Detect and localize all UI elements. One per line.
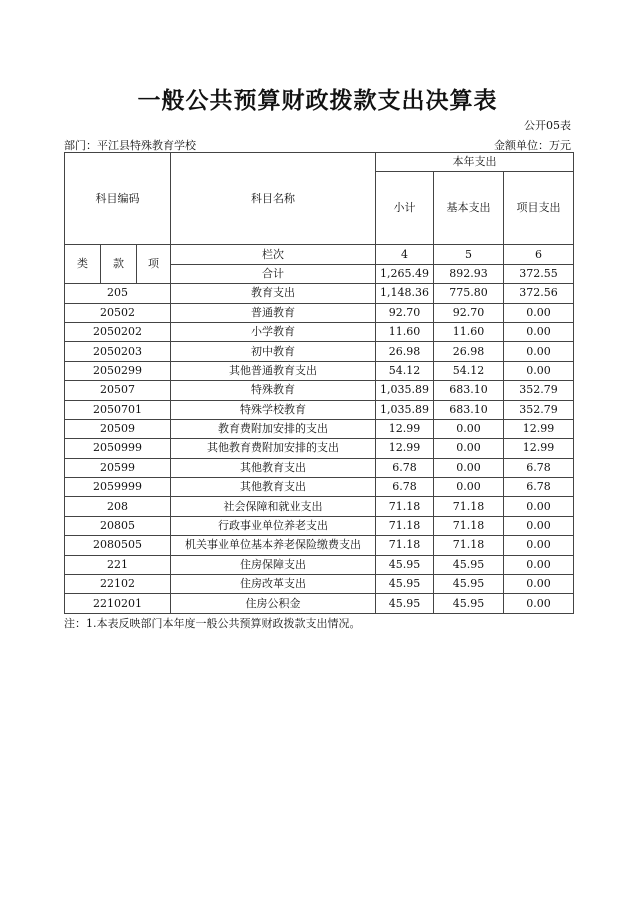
project-cell: 372.56 [504,284,574,303]
subject-code-cell: 2050299 [65,361,171,380]
header-subject-name: 科目名称 [171,153,376,245]
header-basic: 基本支出 [434,172,504,245]
basic-cell: 45.95 [434,575,504,594]
project-cell: 0.00 [504,555,574,574]
header-class: 类 [65,245,101,284]
subject-name-cell: 住房公积金 [171,594,376,613]
subtotal-cell: 6.78 [376,478,434,497]
project-cell: 0.00 [504,594,574,613]
project-cell: 6.78 [504,458,574,477]
total-project: 372.55 [504,264,574,283]
subject-code-cell: 2059999 [65,478,171,497]
subject-code-cell: 205 [65,284,171,303]
footnote: 注：1.本表反映部门本年度一般公共预算财政拨款支出情况。 [64,617,361,630]
basic-cell: 45.95 [434,555,504,574]
basic-cell: 71.18 [434,536,504,555]
basic-cell: 775.80 [434,284,504,303]
table-row [65,497,574,516]
subject-name-cell: 普通教育 [171,303,376,322]
project-cell: 352.79 [504,400,574,419]
project-cell: 0.00 [504,536,574,555]
subject-code-cell: 20502 [65,303,171,322]
project-cell: 0.00 [504,303,574,322]
subject-code-cell: 2210201 [65,594,171,613]
total-label: 合计 [171,264,376,283]
subject-code-cell: 20509 [65,419,171,438]
subject-code-cell: 208 [65,497,171,516]
subtotal-cell: 11.60 [376,322,434,341]
subject-name-cell: 其他普通教育支出 [171,361,376,380]
basic-cell: 0.00 [434,478,504,497]
subtotal-cell: 45.95 [376,555,434,574]
project-cell: 0.00 [504,342,574,361]
subject-code-cell: 2080505 [65,536,171,555]
total-basic: 892.93 [434,264,504,283]
table-row [65,478,574,497]
subject-code-cell: 22102 [65,575,171,594]
subject-code-cell: 221 [65,555,171,574]
subject-name-cell: 机关事业单位基本养老保险缴费支出 [171,536,376,555]
table-row [65,400,574,419]
subject-name-cell: 其他教育费附加安排的支出 [171,439,376,458]
table-row [65,361,574,380]
header-col4: 4 [376,245,434,264]
table-row [65,516,574,535]
subject-name-cell: 教育支出 [171,284,376,303]
subject-name-cell: 小学教育 [171,322,376,341]
subject-code-cell: 2050202 [65,322,171,341]
table-row [65,284,574,303]
subtotal-cell: 1,035.89 [376,381,434,400]
subtotal-cell: 45.95 [376,575,434,594]
subtotal-cell: 71.18 [376,536,434,555]
subtotal-cell: 45.95 [376,594,434,613]
subject-name-cell: 教育费附加安排的支出 [171,419,376,438]
table-row [65,381,574,400]
subject-name-cell: 初中教育 [171,342,376,361]
basic-cell: 92.70 [434,303,504,322]
page-title: 一般公共预算财政拨款支出决算表 [137,88,498,114]
subtotal-cell: 71.18 [376,497,434,516]
table-row [65,555,574,574]
table-row [65,342,574,361]
basic-cell: 11.60 [434,322,504,341]
project-cell: 0.00 [504,516,574,535]
basic-cell: 683.10 [434,400,504,419]
table-row [65,322,574,341]
project-cell: 0.00 [504,575,574,594]
subtotal-cell: 12.99 [376,419,434,438]
subject-name-cell: 其他教育支出 [171,458,376,477]
basic-cell: 0.00 [434,439,504,458]
basic-cell: 71.18 [434,516,504,535]
header-subtotal: 小计 [376,172,434,245]
subject-name-cell: 社会保障和就业支出 [171,497,376,516]
header-project: 项目支出 [504,172,574,245]
subtotal-cell: 12.99 [376,439,434,458]
table-row [65,458,574,477]
project-cell: 0.00 [504,322,574,341]
subject-name-cell: 特殊教育 [171,381,376,400]
table-row [65,439,574,458]
subject-name-cell: 住房保障支出 [171,555,376,574]
header-section: 款 [101,245,137,284]
subject-code-cell: 20805 [65,516,171,535]
subject-name-cell: 其他教育支出 [171,478,376,497]
subtotal-cell: 1,148.36 [376,284,434,303]
table-row [65,536,574,555]
subject-name-cell: 住房改革支出 [171,575,376,594]
subject-name-cell: 行政事业单位养老支出 [171,516,376,535]
basic-cell: 71.18 [434,497,504,516]
subtotal-cell: 54.12 [376,361,434,380]
subject-name-cell: 特殊学校教育 [171,400,376,419]
header-item: 项 [137,245,171,284]
subject-code-cell: 2050701 [65,400,171,419]
basic-cell: 0.00 [434,419,504,438]
subject-code-cell: 2050203 [65,342,171,361]
subject-code-cell: 2050999 [65,439,171,458]
header-col6: 6 [504,245,574,264]
project-cell: 12.99 [504,439,574,458]
basic-cell: 0.00 [434,458,504,477]
table-row [65,419,574,438]
basic-cell: 54.12 [434,361,504,380]
header-col5: 5 [434,245,504,264]
header-subject-code: 科目编码 [65,153,171,245]
basic-cell: 683.10 [434,381,504,400]
subtotal-cell: 1,035.89 [376,400,434,419]
amount-unit-label: 金额单位：万元 [494,139,571,152]
project-cell: 0.00 [504,361,574,380]
subtotal-cell: 26.98 [376,342,434,361]
expenditure-table [64,152,574,614]
table-row [65,594,574,613]
project-cell: 0.00 [504,497,574,516]
total-subtotal: 1,265.49 [376,264,434,283]
subject-code-cell: 20599 [65,458,171,477]
header-current-year: 本年支出 [376,153,574,172]
header-column-no: 栏次 [171,245,376,264]
project-cell: 352.79 [504,381,574,400]
subtotal-cell: 71.18 [376,516,434,535]
project-cell: 6.78 [504,478,574,497]
subtotal-cell: 6.78 [376,458,434,477]
subject-code-cell: 20507 [65,381,171,400]
basic-cell: 26.98 [434,342,504,361]
form-number: 公开05表 [524,119,571,132]
department-label: 部门：平江县特殊教育学校 [64,139,196,152]
table-row [65,575,574,594]
project-cell: 12.99 [504,419,574,438]
basic-cell: 45.95 [434,594,504,613]
subtotal-cell: 92.70 [376,303,434,322]
table-row [65,303,574,322]
